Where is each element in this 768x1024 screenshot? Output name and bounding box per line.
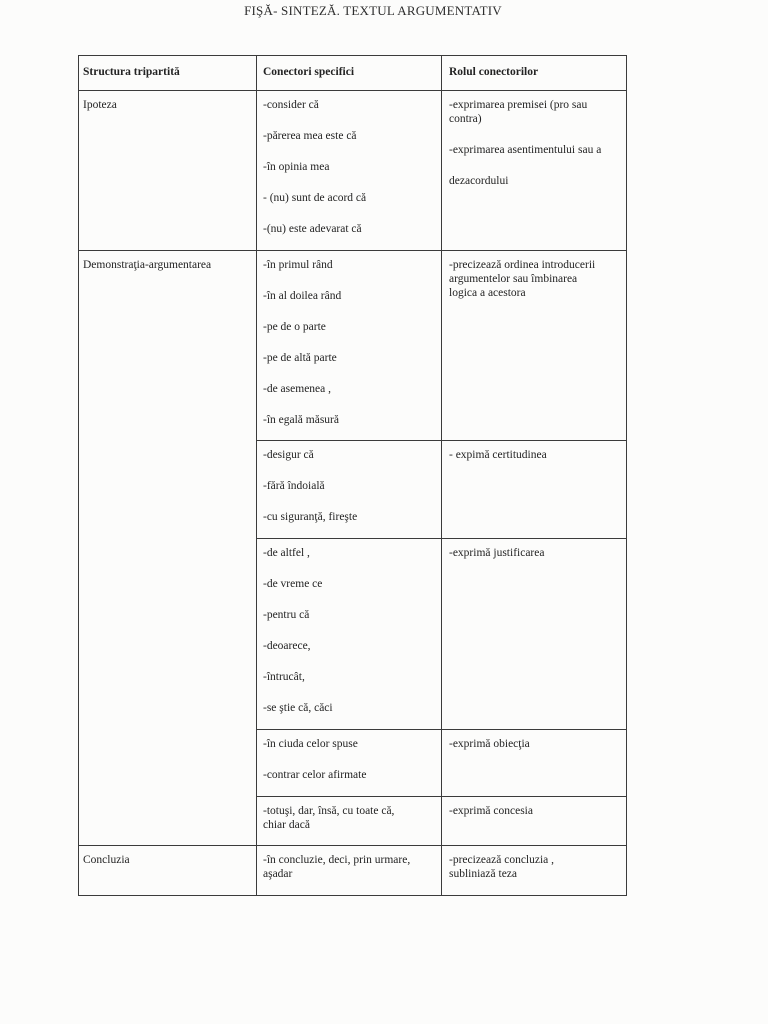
table-row-concluzia — [79, 846, 627, 896]
roles-cell — [442, 91, 627, 251]
role-item-line: subliniază teza — [449, 868, 518, 880]
role-item-line: -exprimarea asentimentului sau a — [449, 144, 602, 156]
connector-item — [263, 577, 437, 591]
role-item-line: dezacordului — [449, 175, 509, 187]
connectors-cell — [257, 730, 442, 797]
connector-item-line: -părerea mea este că — [263, 130, 357, 142]
connector-item — [263, 382, 437, 396]
connector-item — [263, 853, 437, 881]
roles-cell — [442, 730, 627, 797]
connector-item-line: -deoarece, — [263, 640, 311, 652]
connectors-cell — [257, 91, 442, 251]
connector-item-line: -totuşi, dar, însă, cu toate că, — [263, 805, 395, 817]
role-item-line: -exprimarea premisei (pro sau — [449, 99, 588, 111]
connector-item — [263, 98, 437, 112]
connector-item — [263, 804, 437, 832]
connector-item-line: -se ştie că, căci — [263, 702, 333, 714]
connector-item-line: -(nu) este adevarat că — [263, 223, 362, 235]
table-row-demonstratia-1 — [79, 251, 627, 441]
role-item-line: - expimă certitudinea — [449, 449, 547, 461]
connector-item-line: -de altfel , — [263, 547, 310, 559]
connector-item-line: -consider că — [263, 99, 319, 111]
connector-item — [263, 546, 437, 560]
connector-item — [263, 351, 437, 365]
connector-item-line: -în ciuda celor spuse — [263, 738, 358, 750]
header-structure: Structura tripartită — [79, 56, 257, 91]
connectors-cell — [257, 251, 442, 441]
role-item — [449, 143, 622, 157]
connector-item — [263, 639, 437, 653]
connector-item — [263, 737, 437, 751]
connector-item-line: -contrar celor afirmate — [263, 769, 367, 781]
connector-item-line: -cu siguranţă, fireşte — [263, 511, 358, 523]
role-item-line: -exprimă obiecţia — [449, 738, 530, 750]
role-item — [449, 448, 622, 462]
connector-item — [263, 479, 437, 493]
role-item-line: -exprimă concesia — [449, 805, 533, 817]
connectors-cell — [257, 441, 442, 539]
connector-item-line: -în primul rând — [263, 259, 333, 271]
role-item — [449, 546, 622, 560]
table-header — [79, 56, 627, 91]
connector-item — [263, 701, 437, 715]
connector-item-line: aşadar — [263, 868, 293, 880]
connector-item — [263, 222, 437, 236]
role-item-line: argumentelor sau îmbinarea — [449, 273, 578, 285]
structure-label: Ipoteza — [83, 99, 117, 111]
connectors-cell — [257, 797, 442, 846]
connector-item-line: chiar dacă — [263, 819, 310, 831]
structure-label: Demonstraţia-argumentarea — [83, 259, 212, 271]
connector-item-line: -întrucât, — [263, 671, 305, 683]
structure-label: Concluzia — [83, 854, 130, 866]
connector-item-line: -în concluzie, deci, prin urmare, — [263, 854, 411, 866]
synthesis-table — [78, 55, 627, 896]
connector-item-line: -pe de o parte — [263, 321, 326, 333]
connector-item — [263, 608, 437, 622]
structure-cell — [79, 251, 257, 846]
role-item — [449, 258, 622, 300]
connector-item — [263, 320, 437, 334]
header-roles: Rolul conectorilor — [442, 56, 627, 91]
roles-cell — [442, 251, 627, 441]
role-item-line: -precizează concluzia , — [449, 854, 555, 866]
connector-item-line: -de vreme ce — [263, 578, 323, 590]
header-row — [79, 56, 627, 91]
connector-item — [263, 768, 437, 782]
connector-item-line: -pentru că — [263, 609, 310, 621]
table-row-ipoteza — [79, 91, 627, 251]
connector-item-line: -în opinia mea — [263, 161, 330, 173]
connector-item — [263, 160, 437, 174]
connector-item-line: -în egală măsură — [263, 414, 339, 426]
connector-item — [263, 258, 437, 272]
role-item — [449, 804, 622, 818]
role-item-line: -exprimă justificarea — [449, 547, 545, 559]
connectors-cell — [257, 846, 442, 896]
connector-item-line: -de asemenea , — [263, 383, 332, 395]
structure-cell — [79, 91, 257, 251]
connector-item — [263, 191, 437, 205]
connector-item-line: -pe de altă parte — [263, 352, 337, 364]
role-item — [449, 98, 622, 126]
connectors-cell — [257, 539, 442, 730]
role-item-line: -precizează ordinea introducerii — [449, 259, 596, 271]
roles-cell — [442, 846, 627, 896]
roles-cell — [442, 797, 627, 846]
roles-cell — [442, 441, 627, 539]
role-item-line: contra) — [449, 113, 482, 125]
connector-item-line: -fără îndoială — [263, 480, 325, 492]
connector-item — [263, 129, 437, 143]
role-item — [449, 174, 622, 188]
table-body — [79, 91, 627, 896]
role-item — [449, 853, 622, 881]
page-title: FIŞĂ- SINTEZĂ. TEXTUL ARGUMENTATIV — [244, 3, 502, 18]
connector-item — [263, 289, 437, 303]
connector-item — [263, 448, 437, 462]
connector-item-line: - (nu) sunt de acord că — [263, 192, 367, 204]
connector-item-line: -în al doilea rând — [263, 290, 342, 302]
connector-item — [263, 413, 437, 427]
header-connectors: Conectori specifici — [257, 56, 442, 91]
connector-item-line: -desigur că — [263, 449, 314, 461]
connector-item — [263, 510, 437, 524]
roles-cell — [442, 539, 627, 730]
role-item-line: logica a acestora — [449, 287, 526, 299]
connector-item — [263, 670, 437, 684]
structure-cell — [79, 846, 257, 896]
role-item — [449, 737, 622, 751]
